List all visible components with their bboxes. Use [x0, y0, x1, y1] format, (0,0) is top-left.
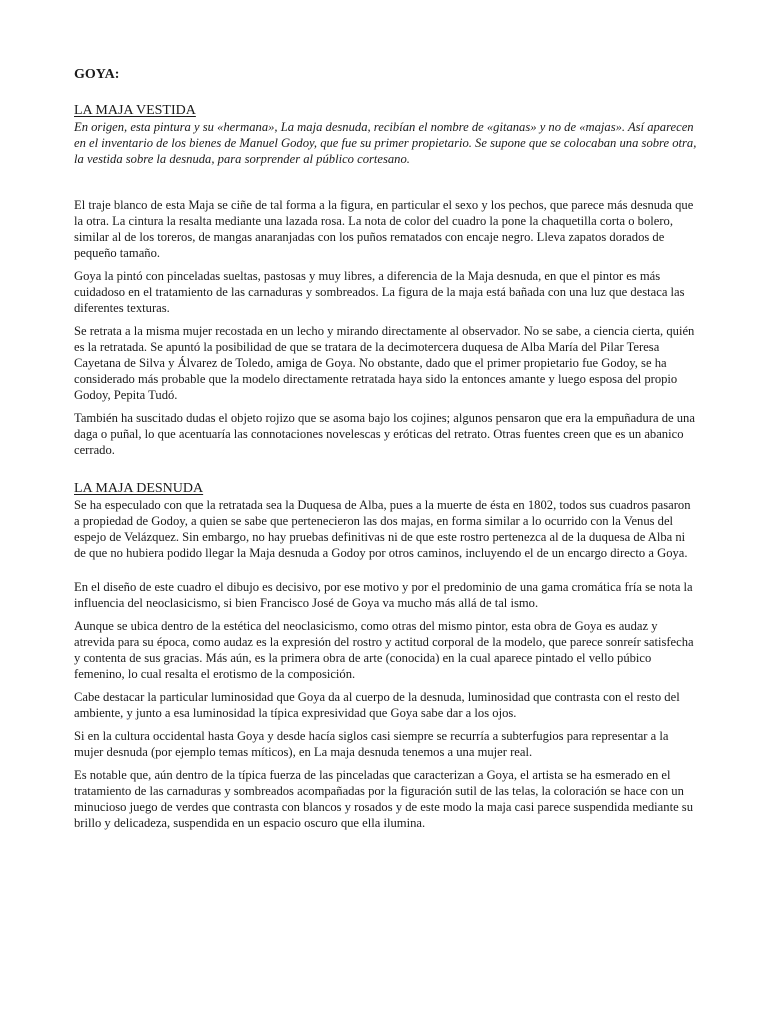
document-title: GOYA: — [74, 67, 120, 82]
paragraph: Se retrata a la misma mujer recostada en un lecho y mirando directamente al observador. No se sabe, a ciencia cierta, quién es la retratada. Se apuntó la posibilidad de que se tratara de la decimotercera duquesa de Alba María del Pilar Teresa Cayetana de Silva y Álvarez de Toledo, amiga de Goya. No obstante, dado que el primer propietario fue Godoy, se ha considerado más probable que la modelo directamente retratada haya sido la entonces amante y luego esposa del propio Godoy, Pepita Tudó. — [74, 324, 695, 402]
paragraph: Si en la cultura occidental hasta Goya y desde hacía siglos casi siempre se recurría a subterfugios para representar a la mujer desnuda (por ejemplo temas míticos), en La maja desnuda tenemos a una mujer real. — [74, 729, 669, 759]
paragraph: Aunque se ubica dentro de la estética del neoclasicismo, como otras del mismo pintor, esta obra de Goya es audaz y atrevida para su época, como audaz es la expresión del rostro y actitud corporal de la modelo, que parece sonreír satisfecha y contenta de sus gracias. Más aún, es la primera obra de arte (conocida) en la cual aparece pintado el vello púbico femenino, lo cual resalta el erotismo de la composición. — [74, 619, 694, 681]
paragraph: Cabe destacar la particular luminosidad que Goya da al cuerpo de la desnuda, luminosidad que contrasta con el resto del ambiente, y junto a esa luminosidad la típica expresividad que Goya sabe dar a los ojos. — [74, 690, 680, 720]
paragraph: Es notable que, aún dentro de la típica fuerza de las pinceladas que caracterizan a Goya, el artista se ha esmerado en el tratamiento de las carnaduras y sombreados acompañadas por la figuración sutil de las telas, la coloración se hace con un minucioso juego de verdes que contrasta con blancos y rosados y de este modo la maja casi parece suspendida mediante su brillo y delicadeza, suspendida en un espacio oscuro que ella ilumina. — [74, 768, 693, 830]
paragraph: También ha suscitado dudas el objeto rojizo que se asoma bajo los cojines; algunos pensaron que era la empuñadura de una daga o puñal, lo que acentuaría las connotaciones novelescas y eróticas del retrato. Otras fuentes creen que es un abanico cerrado. — [74, 411, 695, 457]
section-heading-maja-desnuda: LA MAJA DESNUDA — [74, 481, 204, 496]
section-heading-maja-vestida: LA MAJA VESTIDA — [74, 103, 196, 118]
section-maja-vestida — [74, 102, 698, 458]
paragraph: En el diseño de este cuadro el dibujo es decisivo, por ese motivo y por el predominio de una gama cromática fría se nota la influencia del neoclasicismo, si bien Francisco José de Goya va mucho más allá de tal ismo. — [74, 580, 693, 610]
section-maja-desnuda — [74, 480, 698, 831]
section-intro-maja-vestida: En origen, esta pintura y su «hermana», La maja desnuda, recibían el nombre de «gitanas» y no de «majas». Así aparecen en el inventario de los bienes de Manuel Godoy, que fue su primer propietario. Se supone que se colocaban una sobre otra, la vestida sobre la desnuda, para sorprender al público cortesano. — [74, 120, 697, 166]
document-page — [74, 66, 698, 838]
paragraph: Se ha especulado con que la retratada sea la Duquesa de Alba, pues a la muerte de ésta en 1802, todos sus cuadros pasaron a propiedad de Godoy, a quien se sabe que pertenecieron las dos majas, en forma similar a lo ocurrido con la Venus del espejo de Velázquez. Sin embargo, no hay pruebas definitivas ni de que este rostro pertenezca al de la duquesa de Alba ni de que no hubiera podido llegar la Maja desnuda a Godoy por otros caminos, incluyendo el de un encargo directo a Goya. — [74, 498, 691, 560]
paragraph: El traje blanco de esta Maja se ciñe de tal forma a la figura, en particular el sexo y los pechos, que parece más desnuda que la otra. La cintura la resalta mediante una lazada rosa. La nota de color del cuadro la pone la chaquetilla corta o bolero, similar al de los toreros, de mangas anaranjadas con los puños rematados con encaje negro. Lleva zapatos dorados de pequeño tamaño. — [74, 198, 694, 260]
paragraph: Goya la pintó con pinceladas sueltas, pastosas y muy libres, a diferencia de la Maja desnuda, en que el pintor es más cuidadoso en el tratamiento de las carnaduras y sombreados. La figura de la maja está bañada con una luz que destaca las diferentes texturas. — [74, 269, 685, 315]
